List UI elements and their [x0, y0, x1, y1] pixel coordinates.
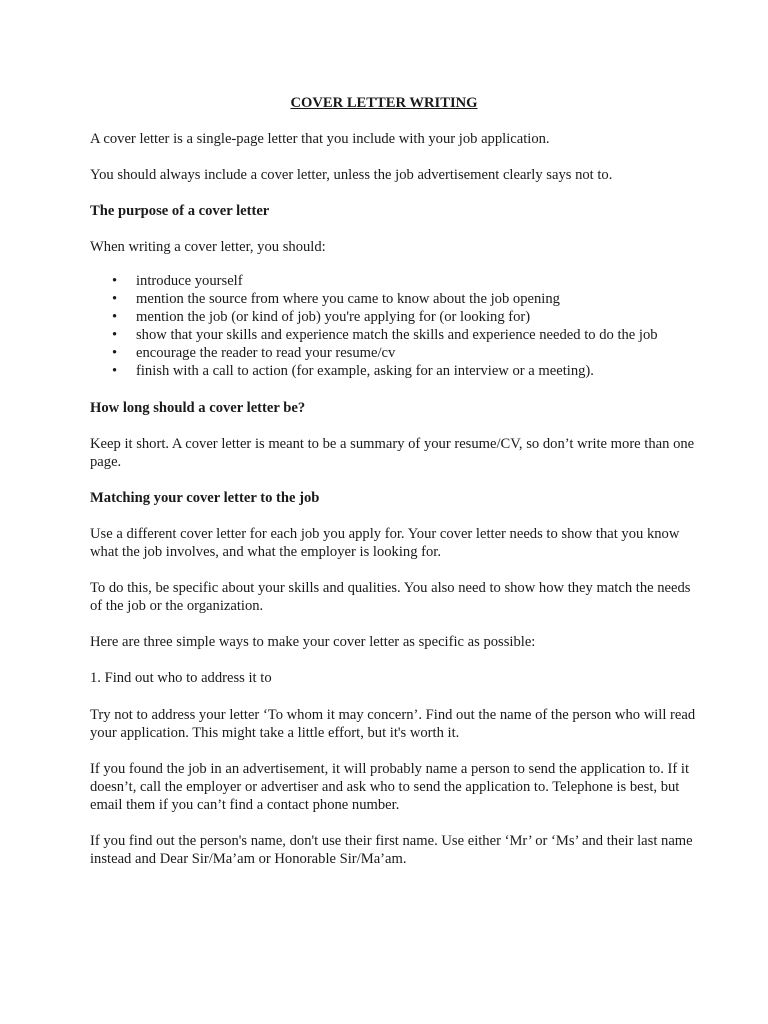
purpose-bullet-list — [90, 272, 710, 380]
list-item-text: mention the job (or kind of job) you're applying for (or looking for) — [136, 309, 531, 325]
intro-paragraph-2: You should always include a cover letter, unless the job advertisement clearly says not to. — [90, 167, 613, 183]
intro-paragraph-1: A cover letter is a single-page letter that you include with your job application. — [90, 131, 550, 147]
list-item-text: encourage the reader to read your resume/cv — [136, 345, 396, 361]
bullet-icon: • — [112, 291, 118, 307]
list-item — [90, 326, 710, 344]
address-paragraph-3: If you find out the person's name, don't use their first name. Use either ‘Mr’ or ‘Ms’ and their last name instead and Dear Sir/Ma’am or Honorable Sir/Ma’am. — [90, 833, 693, 867]
step-1-heading: 1. Find out who to address it to — [90, 670, 272, 686]
bullet-icon: • — [112, 327, 118, 343]
purpose-heading: The purpose of a cover letter — [90, 203, 270, 219]
bullet-icon: • — [112, 345, 118, 361]
matching-paragraph-1: Use a different cover letter for each job you apply for. Your cover letter needs to show that you know what the job involves, and what the employer is looking for. — [90, 526, 680, 560]
bullet-icon: • — [112, 273, 118, 289]
list-item-text: mention the source from where you came to know about the job opening — [136, 291, 560, 307]
matching-paragraph-3: Here are three simple ways to make your cover letter as specific as possible: — [90, 634, 536, 650]
length-heading: How long should a cover letter be? — [90, 400, 306, 416]
purpose-intro: When writing a cover letter, you should: — [90, 239, 326, 255]
address-paragraph-2: If you found the job in an advertisement, it will probably name a person to send the application to. If it doesn’t, call the employer or advertiser and ask who to send the application to. Telephone is best, but email them if you can’t find a contact phone number. — [90, 761, 690, 813]
address-paragraph-1: Try not to address your letter ‘To whom it may concern’. Find out the name of the person who will read your application. This might take a little effort, but it's worth it. — [90, 707, 696, 741]
matching-paragraph-2: To do this, be specific about your skills and qualities. You also need to show how they match the needs of the job or the organization. — [90, 580, 691, 614]
matching-heading: Matching your cover letter to the job — [90, 490, 320, 506]
document-title: COVER LETTER WRITING — [290, 95, 478, 111]
length-paragraph: Keep it short. A cover letter is meant to be a summary of your resume/CV, so don’t write more than one page. — [90, 436, 695, 470]
list-item-text: introduce yourself — [136, 273, 243, 289]
list-item-text: finish with a call to action (for example, asking for an interview or a meeting). — [136, 363, 594, 379]
list-item — [90, 290, 710, 308]
list-item — [90, 344, 710, 362]
list-item — [90, 308, 710, 326]
list-item — [90, 362, 710, 380]
list-item — [90, 272, 710, 290]
list-item-text: show that your skills and experience match the skills and experience needed to do the job — [136, 327, 658, 343]
bullet-icon: • — [112, 309, 118, 325]
bullet-icon: • — [112, 363, 118, 379]
